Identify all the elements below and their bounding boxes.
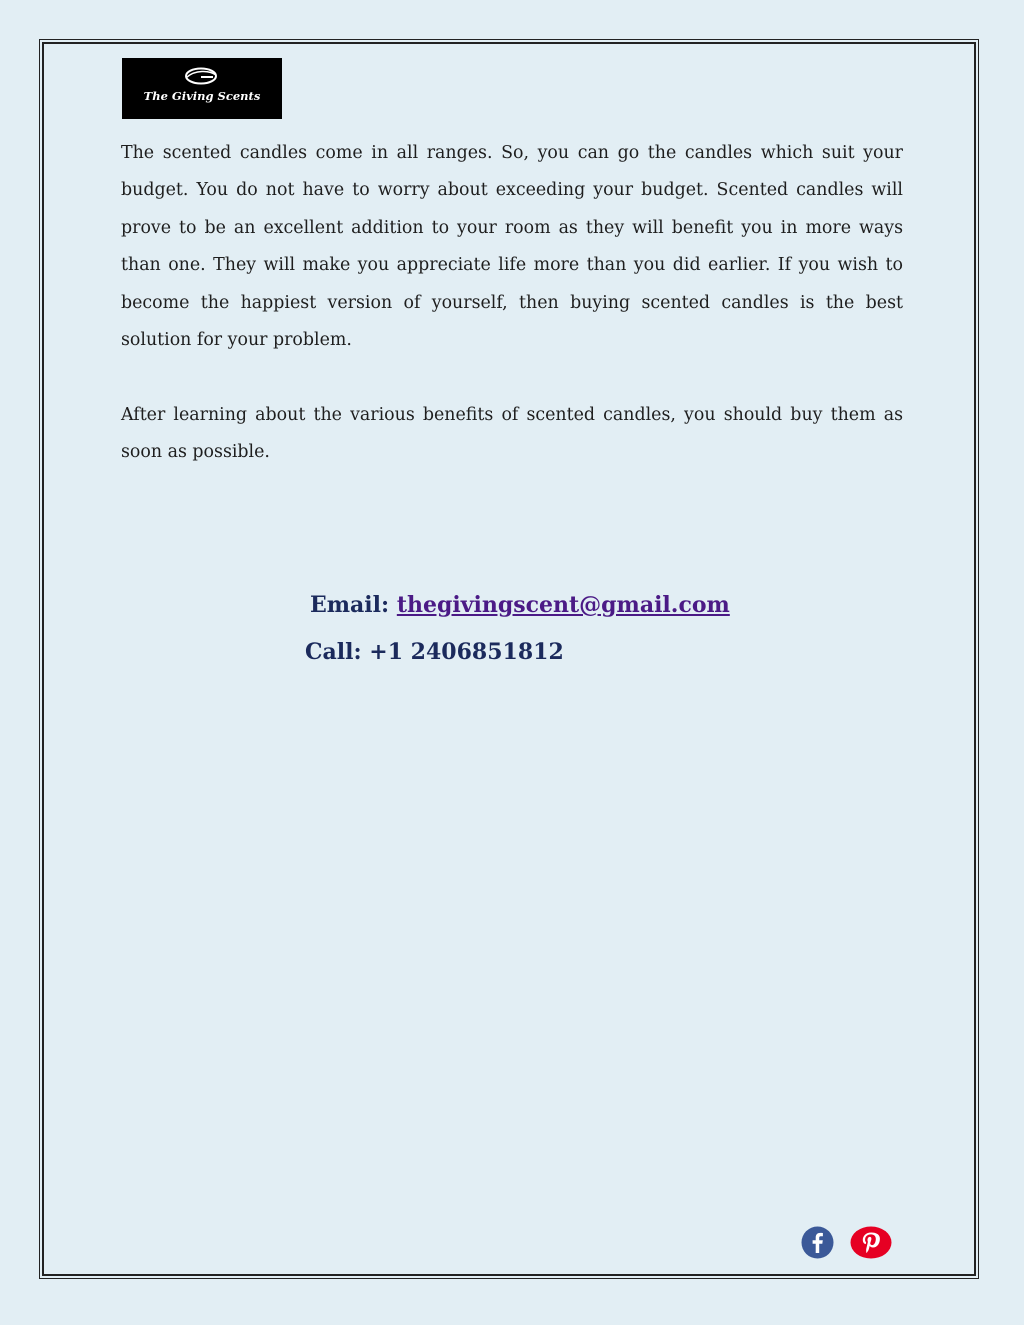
logo-text: The Giving Scents [143,89,261,103]
call-label: Call: [305,639,362,665]
facebook-link[interactable] [801,1226,834,1259]
facebook-icon [801,1226,834,1259]
pinterest-link[interactable] [850,1226,892,1259]
paragraph: The scented candles come in all ranges. So, you can go the candles which suit your budget. You do not have to worry about exceeding your budget. Scented candles will prove to be an excellent addition to your room as they will benefit you in more ways than one. They will make you appreciate life more than you did earlier. If you wish to become the happiest version of yourself, then buying scented candles is the best solution for your problem. [121,143,903,351]
paragraph: After learning about the various benefits of scented candles, you should buy them as soon as possible. [121,404,903,463]
email-link[interactable]: thegivingscent@gmail.com [396,592,730,618]
email-label: Email: [310,592,390,618]
g-swoosh-logo-icon [183,66,219,86]
call-line [305,639,564,665]
article-body [121,135,903,509]
pinterest-icon [850,1226,892,1259]
brand-logo[interactable] [122,58,282,119]
phone-number: +1 2406851812 [369,639,564,665]
email-line [310,592,730,618]
